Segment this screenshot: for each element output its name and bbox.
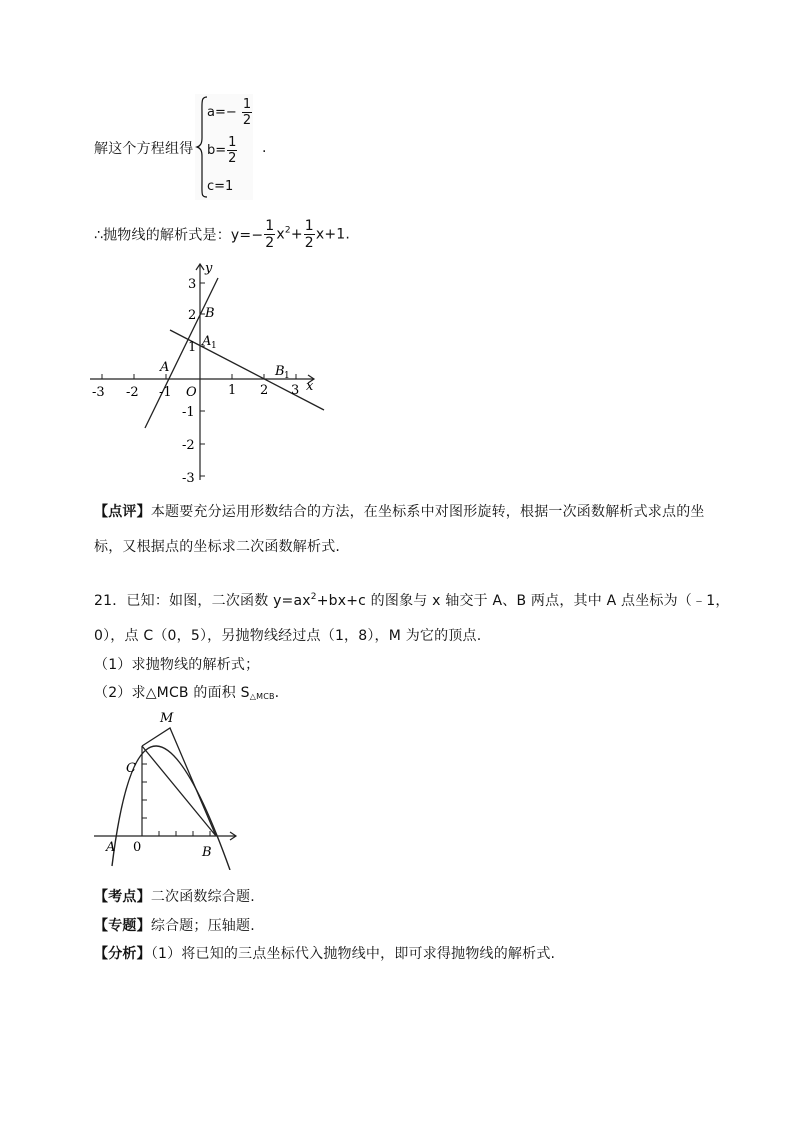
comment-line-2: 标，又根据点的坐标求二次函数解析式. (94, 539, 341, 555)
graph-2 (92, 706, 242, 870)
question-2-end: . (274, 685, 280, 701)
x-tick-label: -1 (159, 385, 172, 400)
question-2 (94, 682, 279, 702)
result-frac-2-den: 2 (304, 235, 314, 251)
y-tick-label: -3 (182, 471, 195, 486)
origin-label: O (186, 385, 197, 400)
eq-a-fraction (242, 98, 252, 127)
eq-b-lhs: b= (207, 143, 227, 158)
result-prefix: ∴抛物线的解析式是：y=− (94, 227, 264, 244)
point-B-label: B (202, 845, 212, 860)
point-B1-label: B (275, 364, 285, 379)
eq-a-den: 2 (242, 113, 252, 128)
comment-text-1: 本题要充分运用形数结合的方法，在坐标系中对图形旋转，根据一次函数解析式求点的坐 (150, 504, 705, 520)
result-tail: x+1. (315, 226, 351, 243)
eq-c: c=1 (207, 179, 234, 194)
point-A-label: A (106, 840, 116, 855)
x-tick-label: -2 (126, 385, 139, 400)
point-A1-sub: 1 (211, 341, 217, 351)
x-ticks (102, 374, 296, 379)
y-tick-label: -1 (182, 405, 195, 420)
solve-end-dot: . (262, 140, 267, 156)
result-frac-2 (304, 219, 315, 250)
result-plus: + (290, 226, 303, 243)
y-axis-label: y (205, 261, 213, 276)
x-tick-label: 1 (228, 383, 237, 398)
zhuanti-tag: 【专题】 (94, 918, 151, 934)
point-B-label: B (205, 306, 215, 321)
x-tick-label: 2 (260, 383, 269, 398)
eq-a-sign: − (225, 105, 237, 120)
comment-tag: 【点评】 (94, 504, 151, 520)
result-frac-1-num: 1 (265, 218, 275, 234)
result-frac-2-num: 1 (304, 218, 314, 234)
eq-b-fraction (227, 136, 237, 165)
question-1: （1）求抛物线的解析式； (94, 657, 260, 673)
result-x: x (276, 226, 285, 243)
eq-a-lhs: a= (207, 105, 226, 120)
kaodian-tag: 【考点】 (94, 889, 151, 905)
fenxi-text: （1）将已知的三点坐标代入抛物线中，即可求得抛物线的解析式. (150, 946, 556, 962)
point-C-label: C (126, 761, 136, 776)
comment-line-1 (94, 501, 705, 521)
triangle-MCB (142, 728, 216, 836)
eq-b-num: 1 (228, 135, 237, 150)
problem21-line-2: 0），点 C（0，5），另抛物线经过点（1，8），M 为它的顶点. (94, 628, 482, 644)
result-line (94, 219, 350, 250)
y-tick-label: 3 (188, 277, 197, 292)
fenxi-tag: 【分析】 (94, 946, 151, 962)
zhuanti-text: 综合题；压轴题. (150, 918, 255, 934)
origin-label: 0 (133, 840, 142, 855)
kaodian-line (94, 886, 255, 906)
problem21-text-a: 21．已知：如图，二次函数 y=ax (94, 593, 311, 609)
y-tick-label: 2 (188, 308, 197, 323)
problem21-text-b: +bx+c 的图象与 x 轴交于 A、B 两点，其中 A 点坐标为（﹣1， (316, 593, 730, 609)
point-B1-sub: 1 (284, 371, 290, 381)
eq-a-num: 1 (242, 97, 252, 112)
equation-system (195, 94, 253, 200)
question-2-sub: △MCB (249, 692, 275, 701)
x-tick-label: 3 (291, 383, 300, 398)
point-M-label: M (160, 711, 174, 726)
y-tick-label: 1 (188, 340, 197, 355)
y-ticks (142, 764, 147, 818)
zhuanti-line (94, 915, 255, 935)
fenxi-line (94, 943, 555, 963)
problem21-exp: 2 (310, 592, 317, 602)
solve-prefix: 解这个方程组得 (94, 141, 194, 157)
result-frac-1 (264, 219, 275, 250)
question-2-text: （2）求△MCB 的面积 S (94, 685, 250, 701)
eq-a (207, 98, 253, 127)
point-A-label: A (160, 360, 170, 375)
point-A1-label: A (202, 334, 212, 349)
x-tick-label: -3 (92, 385, 105, 400)
x-axis-label: x (306, 379, 314, 394)
result-frac-1-den: 2 (265, 235, 275, 251)
problem21-line-1 (94, 590, 730, 610)
x-ticks (159, 831, 210, 836)
eq-b-den: 2 (228, 151, 237, 166)
eq-b (207, 136, 238, 165)
result-exp: 2 (284, 225, 291, 236)
kaodian-text: 二次函数综合题. (150, 889, 255, 905)
y-tick-label: -2 (182, 438, 195, 453)
graph-1 (88, 258, 338, 488)
